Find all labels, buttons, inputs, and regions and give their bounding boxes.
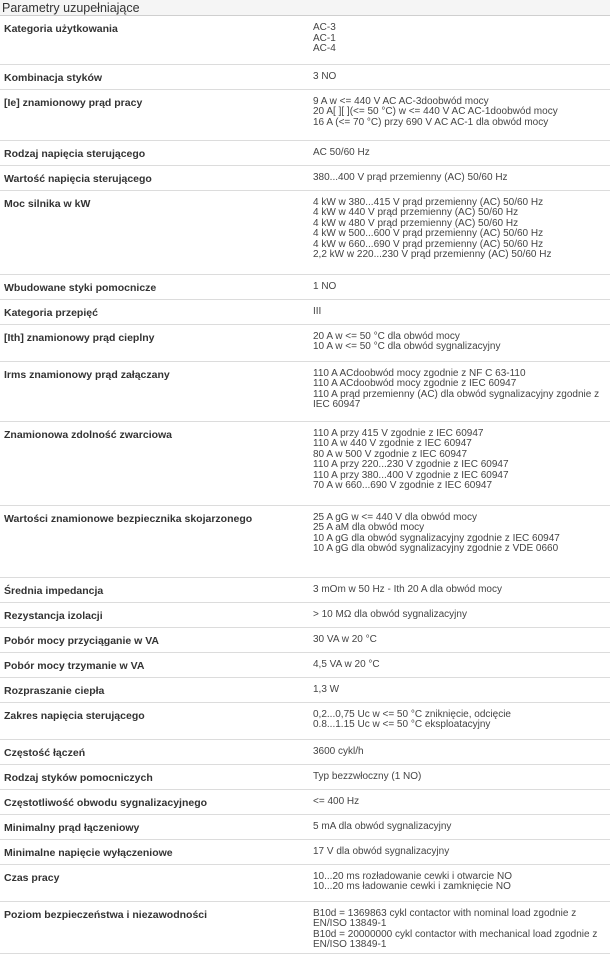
parameter-value <box>304 274 610 299</box>
parameter-row <box>0 165 610 190</box>
parameter-value-line: AC-4 <box>313 43 336 54</box>
parameter-value-line: 10...20 ms ładowanie cewki i zamknięcie NO <box>313 881 511 892</box>
parameter-label: Kategoria przepięć <box>0 299 304 324</box>
parameter-value-line: 25 A aM dla obwód mocy <box>313 522 425 533</box>
parameter-value-line: 3600 cykl/h <box>313 745 364 757</box>
parameter-value-line: 4 kW w 380...415 V prąd przemienny (AC) 50/60 Hz <box>313 196 544 208</box>
parameter-value-line: B10d = 1369863 cykl contactor with nominal load zgodnie z EN/ISO 13849-1 <box>313 907 577 929</box>
parameter-row <box>0 505 610 577</box>
parameter-value <box>304 299 610 324</box>
parameter-value-line: 10 A gG dla obwód sygnalizacyjny zgodnie z IEC 60947 <box>313 532 560 544</box>
parameter-label: Częstotliwość obwodu sygnalizacyjnego <box>0 789 304 814</box>
parameter-value-line: 110 A przy 415 V zgodnie z IEC 60947 <box>313 427 484 439</box>
parameter-row <box>0 864 610 901</box>
parameter-value <box>304 190 610 274</box>
parameter-value-line: 0,2...0,75 Uc w <= 50 °C zniknięcie, odcięcie <box>313 708 511 720</box>
parameter-value-line: > 10 MΩ dla obwód sygnalizacyjny <box>313 608 467 620</box>
parameter-value-line: 80 A w 500 V zgodnie z IEC 60947 <box>313 448 467 460</box>
parameter-value-line: 4 kW w 660...690 V prąd przemienny (AC) 50/60 Hz <box>313 238 544 250</box>
parameter-row <box>0 677 610 702</box>
parameter-value-line: 1,3 W <box>313 683 340 695</box>
parameter-value-line: 380...400 V prąd przemienny (AC) 50/60 Hz <box>313 171 508 183</box>
parameter-value <box>304 652 610 677</box>
parameter-value-line: 9 A w <= 440 V AC AC-3doobwód mocy <box>313 95 489 107</box>
parameter-value-line: AC-1 <box>313 32 336 44</box>
parameter-row <box>0 789 610 814</box>
parameter-value-line: 10 A gG dla obwód sygnalizacyjny zgodnie z VDE 0660 <box>313 543 559 554</box>
parameter-label: Wartość napięcia sterującego <box>0 165 304 190</box>
parameter-value-line: 1 NO <box>313 280 337 292</box>
parameter-value <box>304 901 610 953</box>
parameter-value <box>304 89 610 140</box>
parameter-value-line: 110 A w 440 V zgodnie z IEC 60947 <box>313 438 472 449</box>
parameter-value-line: 25 A gG w <= 440 V dla obwód mocy <box>313 511 477 523</box>
parameter-value <box>304 140 610 165</box>
parameter-value <box>304 602 610 627</box>
parameter-value <box>304 789 610 814</box>
parameter-value-line: 10...20 ms rozładowanie cewki i otwarcie NO <box>313 870 512 882</box>
parameter-value-line: 3 NO <box>313 70 337 82</box>
parameter-value <box>304 702 610 739</box>
parameter-label: Zakres napięcia sterującego <box>0 702 304 739</box>
parameter-value-line: Typ bezzwłoczny (1 NO) <box>313 770 422 782</box>
parameter-row <box>0 361 610 421</box>
parameter-value <box>304 421 610 505</box>
parameter-value <box>304 64 610 89</box>
parameter-row <box>0 190 610 274</box>
parameter-value <box>304 361 610 421</box>
parameter-value <box>304 814 610 839</box>
parameter-label: Rezystancja izolacji <box>0 602 304 627</box>
parameter-row <box>0 299 610 324</box>
parameter-row <box>0 764 610 789</box>
parameter-value <box>304 739 610 764</box>
parameter-label: Kategoria użytkowania <box>0 16 304 64</box>
parameter-row <box>0 901 610 953</box>
parameter-value-line: 17 V dla obwód sygnalizacyjny <box>313 845 450 857</box>
parameter-label: Częstość łączeń <box>0 739 304 764</box>
parameter-label: Irms znamionowy prąd załączany <box>0 361 304 421</box>
parameter-value <box>304 577 610 602</box>
parameter-label: Średnia impedancja <box>0 577 304 602</box>
parameter-value-line: 4 kW w 440 V prąd przemienny (AC) 50/60 Hz <box>313 207 519 218</box>
parameters-table <box>0 16 610 954</box>
parameter-value-line: 110 A ACdoobwód mocy zgodnie z IEC 60947 <box>313 378 517 389</box>
parameter-value <box>304 677 610 702</box>
parameter-value-line: <= 400 Hz <box>313 795 360 807</box>
parameter-label: Minimalny prąd łączeniowy <box>0 814 304 839</box>
parameter-value-line: 3 mOm w 50 Hz - Ith 20 A dla obwód mocy <box>313 583 502 595</box>
parameter-value-line: 70 A w 660...690 V zgodnie z IEC 60947 <box>313 480 493 491</box>
parameter-value-line: III <box>313 305 322 317</box>
parameter-row <box>0 89 610 140</box>
parameter-label: Wartości znamionowe bezpiecznika skojarzonego <box>0 505 304 577</box>
parameter-value-line: 10 A w <= 50 °C dla obwód sygnalizacyjny <box>313 341 501 352</box>
parameter-label: [Ie] znamionowy prąd pracy <box>0 89 304 140</box>
parameter-row <box>0 16 610 64</box>
parameter-row <box>0 702 610 739</box>
parameter-value-line: 5 mA dla obwód sygnalizacyjny <box>313 820 452 832</box>
parameter-value-line: 110 A przy 380...400 V zgodnie z IEC 60947 <box>313 469 509 481</box>
parameter-value-line: 16 A (<= 70 °C) przy 690 V AC AC-1 dla obwód mocy <box>313 116 549 128</box>
parameter-row <box>0 64 610 89</box>
parameter-value <box>304 627 610 652</box>
parameter-label: Wbudowane styki pomocnicze <box>0 274 304 299</box>
parameter-row <box>0 652 610 677</box>
parameter-value-line: B10d = 20000000 cykl contactor with mechanical load zgodnie z EN/ISO 13849-1 <box>313 928 598 950</box>
parameter-value-line: 110 A ACdoobwód mocy zgodnie z NF C 63-110 <box>313 367 526 379</box>
parameter-value-line: 110 A przy 220...230 V zgodnie z IEC 60947 <box>313 459 509 470</box>
parameter-value <box>304 764 610 789</box>
parameter-label: Pobór mocy przyciąganie w VA <box>0 627 304 652</box>
parameter-value-line: 0.8...1.15 Uc w <= 50 °C eksploatacyjny <box>313 719 491 730</box>
parameter-value <box>304 864 610 901</box>
parameters-table-body <box>0 16 610 953</box>
parameter-value <box>304 505 610 577</box>
parameter-value-line: 110 A prąd przemienny (AC) dla obwód sygnalizacyjny zgodnie z IEC 60947 <box>313 388 600 410</box>
parameter-label: Rodzaj napięcia sterującego <box>0 140 304 165</box>
parameter-value <box>304 324 610 361</box>
parameter-row <box>0 602 610 627</box>
parameter-value-line: 20 A w <= 50 °C dla obwód mocy <box>313 330 460 342</box>
parameter-label: Kombinacja styków <box>0 64 304 89</box>
section-title: Parametry uzupełniające <box>0 0 610 16</box>
parameter-value-line: 4 kW w 500...600 V prąd przemienny (AC) 50/60 Hz <box>313 228 544 239</box>
parameter-label: Znamionowa zdolność zwarciowa <box>0 421 304 505</box>
parameter-value <box>304 16 610 64</box>
parameter-label: Pobór mocy trzymanie w VA <box>0 652 304 677</box>
parameter-label: Czas pracy <box>0 864 304 901</box>
parameter-row <box>0 140 610 165</box>
parameter-value-line: 2,2 kW w 220...230 V prąd przemienny (AC) 50/60 Hz <box>313 249 552 260</box>
parameter-row <box>0 421 610 505</box>
parameter-value <box>304 839 610 864</box>
parameter-row <box>0 627 610 652</box>
parameter-label: Moc silnika w kW <box>0 190 304 274</box>
parameter-row <box>0 324 610 361</box>
parameter-row <box>0 814 610 839</box>
parameter-value-line: 20 A[ ][ ](<= 50 °C) w <= 440 V AC AC-1doobwód mocy <box>313 106 558 117</box>
parameter-label: Minimalne napięcie wyłączeniowe <box>0 839 304 864</box>
parameter-row <box>0 274 610 299</box>
parameter-value-line: AC-3 <box>313 22 336 33</box>
parameter-row <box>0 739 610 764</box>
parameter-label: [Ith] znamionowy prąd cieplny <box>0 324 304 361</box>
parameter-value <box>304 165 610 190</box>
parameter-row <box>0 577 610 602</box>
parameter-label: Poziom bezpieczeństwa i niezawodności <box>0 901 304 953</box>
parameter-row <box>0 839 610 864</box>
parameter-value-line: AC 50/60 Hz <box>313 146 370 158</box>
parameter-value-line: 4 kW w 480 V prąd przemienny (AC) 50/60 Hz <box>313 217 519 229</box>
parameter-label: Rodzaj styków pomocniczych <box>0 764 304 789</box>
parameter-value-line: 4,5 VA w 20 °C <box>313 658 380 670</box>
parameter-label: Rozpraszanie ciepła <box>0 677 304 702</box>
parameter-value-line: 30 VA w 20 °C <box>313 633 377 645</box>
